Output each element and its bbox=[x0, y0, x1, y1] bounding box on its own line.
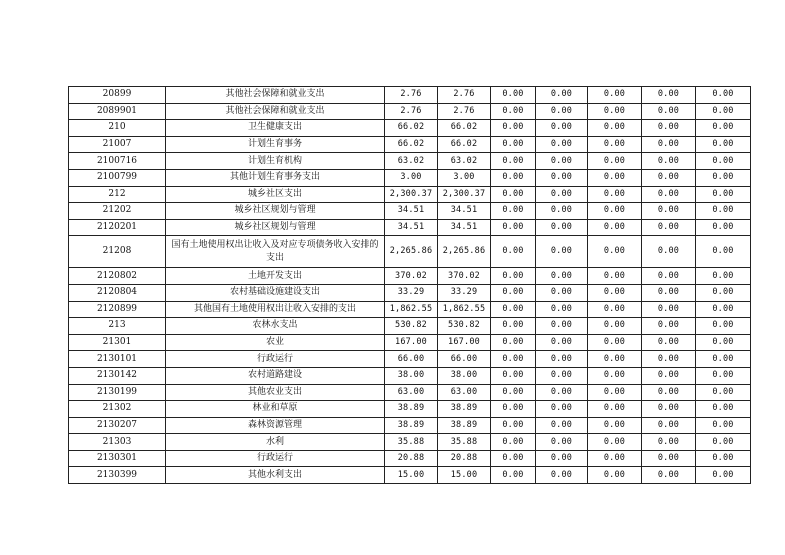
amount-cell: 0.00 bbox=[588, 401, 642, 418]
table-row bbox=[69, 351, 751, 368]
subject-name-cell: 计划生育事务 bbox=[166, 136, 385, 153]
amount-cell: 0.00 bbox=[696, 417, 751, 434]
amount-cell: 0.00 bbox=[588, 120, 642, 137]
amount-cell: 63.02 bbox=[385, 153, 438, 170]
amount-cell: 38.00 bbox=[438, 367, 491, 384]
amount-cell: 0.00 bbox=[588, 301, 642, 318]
subject-code-cell: 213 bbox=[69, 318, 166, 335]
table-row bbox=[69, 450, 751, 467]
amount-cell: 0.00 bbox=[536, 169, 588, 186]
amount-cell: 0.00 bbox=[696, 120, 751, 137]
amount-cell: 0.00 bbox=[642, 103, 696, 120]
amount-cell: 2,265.86 bbox=[438, 236, 491, 268]
subject-name-cell: 其他农业支出 bbox=[166, 384, 385, 401]
amount-cell: 0.00 bbox=[588, 334, 642, 351]
amount-cell: 0.00 bbox=[536, 236, 588, 268]
table-row bbox=[69, 318, 751, 335]
amount-cell: 66.02 bbox=[438, 136, 491, 153]
subject-code-cell: 21202 bbox=[69, 203, 166, 220]
subject-name-cell: 计划生育机构 bbox=[166, 153, 385, 170]
amount-cell: 0.00 bbox=[642, 334, 696, 351]
budget-table bbox=[68, 86, 751, 484]
subject-code-cell: 210 bbox=[69, 120, 166, 137]
subject-code-cell: 2130301 bbox=[69, 450, 166, 467]
amount-cell: 0.00 bbox=[696, 401, 751, 418]
amount-cell: 33.29 bbox=[385, 284, 438, 301]
amount-cell: 0.00 bbox=[491, 367, 536, 384]
subject-name-cell: 行政运行 bbox=[166, 450, 385, 467]
amount-cell: 0.00 bbox=[536, 417, 588, 434]
amount-cell: 0.00 bbox=[642, 169, 696, 186]
amount-cell: 0.00 bbox=[696, 467, 751, 484]
amount-cell: 530.82 bbox=[385, 318, 438, 335]
amount-cell: 15.00 bbox=[438, 467, 491, 484]
amount-cell: 0.00 bbox=[642, 351, 696, 368]
table-row bbox=[69, 401, 751, 418]
amount-cell: 0.00 bbox=[491, 434, 536, 451]
amount-cell: 0.00 bbox=[491, 203, 536, 220]
amount-cell: 0.00 bbox=[696, 318, 751, 335]
subject-code-cell: 2120201 bbox=[69, 219, 166, 236]
table-row bbox=[69, 284, 751, 301]
amount-cell: 0.00 bbox=[491, 318, 536, 335]
table-row bbox=[69, 236, 751, 268]
subject-name-cell: 其他水利支出 bbox=[166, 467, 385, 484]
amount-cell: 0.00 bbox=[491, 401, 536, 418]
table-row bbox=[69, 153, 751, 170]
amount-cell: 0.00 bbox=[491, 301, 536, 318]
amount-cell: 38.89 bbox=[385, 417, 438, 434]
amount-cell: 0.00 bbox=[536, 401, 588, 418]
amount-cell: 0.00 bbox=[696, 153, 751, 170]
table-row bbox=[69, 268, 751, 285]
amount-cell: 0.00 bbox=[491, 351, 536, 368]
amount-cell: 0.00 bbox=[696, 284, 751, 301]
amount-cell: 0.00 bbox=[491, 103, 536, 120]
subject-name-cell: 农村道路建设 bbox=[166, 367, 385, 384]
subject-code-cell: 212 bbox=[69, 186, 166, 203]
amount-cell: 33.29 bbox=[438, 284, 491, 301]
amount-cell: 0.00 bbox=[642, 219, 696, 236]
subject-code-cell: 2120804 bbox=[69, 284, 166, 301]
amount-cell: 20.88 bbox=[438, 450, 491, 467]
amount-cell: 0.00 bbox=[536, 203, 588, 220]
subject-code-cell: 20899 bbox=[69, 87, 166, 104]
amount-cell: 63.02 bbox=[438, 153, 491, 170]
amount-cell: 0.00 bbox=[491, 268, 536, 285]
amount-cell: 0.00 bbox=[536, 301, 588, 318]
amount-cell: 0.00 bbox=[491, 120, 536, 137]
amount-cell: 370.02 bbox=[385, 268, 438, 285]
amount-cell: 38.89 bbox=[438, 417, 491, 434]
amount-cell: 0.00 bbox=[536, 103, 588, 120]
amount-cell: 0.00 bbox=[696, 103, 751, 120]
amount-cell: 0.00 bbox=[536, 367, 588, 384]
amount-cell: 0.00 bbox=[536, 434, 588, 451]
subject-code-cell: 2100799 bbox=[69, 169, 166, 186]
amount-cell: 0.00 bbox=[642, 268, 696, 285]
amount-cell: 0.00 bbox=[491, 417, 536, 434]
amount-cell: 1,862.55 bbox=[385, 301, 438, 318]
amount-cell: 0.00 bbox=[642, 301, 696, 318]
amount-cell: 2.76 bbox=[438, 103, 491, 120]
amount-cell: 0.00 bbox=[536, 136, 588, 153]
amount-cell: 15.00 bbox=[385, 467, 438, 484]
amount-cell: 0.00 bbox=[588, 169, 642, 186]
amount-cell: 0.00 bbox=[696, 219, 751, 236]
amount-cell: 2.76 bbox=[438, 87, 491, 104]
amount-cell: 0.00 bbox=[536, 186, 588, 203]
amount-cell: 66.02 bbox=[385, 120, 438, 137]
subject-code-cell: 2120802 bbox=[69, 268, 166, 285]
subject-name-cell: 森林资源管理 bbox=[166, 417, 385, 434]
amount-cell: 0.00 bbox=[696, 236, 751, 268]
amount-cell: 370.02 bbox=[438, 268, 491, 285]
table-row bbox=[69, 120, 751, 137]
table-row bbox=[69, 219, 751, 236]
amount-cell: 0.00 bbox=[491, 136, 536, 153]
amount-cell: 0.00 bbox=[536, 219, 588, 236]
table-row bbox=[69, 367, 751, 384]
amount-cell: 167.00 bbox=[385, 334, 438, 351]
table-row bbox=[69, 103, 751, 120]
amount-cell: 0.00 bbox=[696, 351, 751, 368]
amount-cell: 34.51 bbox=[438, 203, 491, 220]
table-row bbox=[69, 467, 751, 484]
table-row bbox=[69, 203, 751, 220]
amount-cell: 0.00 bbox=[588, 417, 642, 434]
amount-cell: 167.00 bbox=[438, 334, 491, 351]
amount-cell: 0.00 bbox=[642, 284, 696, 301]
amount-cell: 2,265.86 bbox=[385, 236, 438, 268]
amount-cell: 0.00 bbox=[491, 236, 536, 268]
amount-cell: 0.00 bbox=[536, 87, 588, 104]
amount-cell: 0.00 bbox=[491, 186, 536, 203]
amount-cell: 0.00 bbox=[642, 87, 696, 104]
subject-name-cell: 土地开发支出 bbox=[166, 268, 385, 285]
amount-cell: 2,300.37 bbox=[438, 186, 491, 203]
table-row bbox=[69, 434, 751, 451]
amount-cell: 0.00 bbox=[536, 467, 588, 484]
amount-cell: 0.00 bbox=[588, 236, 642, 268]
amount-cell: 0.00 bbox=[588, 219, 642, 236]
table-row bbox=[69, 87, 751, 104]
amount-cell: 0.00 bbox=[588, 450, 642, 467]
amount-cell: 0.00 bbox=[536, 351, 588, 368]
subject-code-cell: 2089901 bbox=[69, 103, 166, 120]
amount-cell: 34.51 bbox=[385, 203, 438, 220]
amount-cell: 0.00 bbox=[642, 450, 696, 467]
subject-name-cell: 其他国有土地使用权出让收入安排的支出 bbox=[166, 301, 385, 318]
amount-cell: 66.02 bbox=[385, 136, 438, 153]
amount-cell: 0.00 bbox=[588, 203, 642, 220]
subject-name-cell: 城乡社区规划与管理 bbox=[166, 203, 385, 220]
amount-cell: 0.00 bbox=[491, 284, 536, 301]
table-row bbox=[69, 136, 751, 153]
subject-code-cell: 2130199 bbox=[69, 384, 166, 401]
subject-name-cell: 城乡社区支出 bbox=[166, 186, 385, 203]
amount-cell: 0.00 bbox=[588, 87, 642, 104]
subject-code-cell: 21208 bbox=[69, 236, 166, 268]
amount-cell: 0.00 bbox=[588, 367, 642, 384]
amount-cell: 34.51 bbox=[438, 219, 491, 236]
amount-cell: 0.00 bbox=[642, 120, 696, 137]
subject-code-cell: 2130207 bbox=[69, 417, 166, 434]
subject-name-cell: 国有土地使用权出让收入及对应专项债务收入安排的支出 bbox=[166, 236, 385, 268]
amount-cell: 66.00 bbox=[438, 351, 491, 368]
amount-cell: 0.00 bbox=[588, 103, 642, 120]
amount-cell: 0.00 bbox=[588, 351, 642, 368]
subject-code-cell: 2130101 bbox=[69, 351, 166, 368]
amount-cell: 66.02 bbox=[438, 120, 491, 137]
amount-cell: 0.00 bbox=[588, 136, 642, 153]
amount-cell: 0.00 bbox=[696, 334, 751, 351]
amount-cell: 0.00 bbox=[588, 268, 642, 285]
amount-cell: 0.00 bbox=[696, 186, 751, 203]
amount-cell: 0.00 bbox=[536, 450, 588, 467]
table-row bbox=[69, 169, 751, 186]
amount-cell: 0.00 bbox=[696, 169, 751, 186]
subject-name-cell: 农林水支出 bbox=[166, 318, 385, 335]
amount-cell: 0.00 bbox=[696, 87, 751, 104]
subject-name-cell: 卫生健康支出 bbox=[166, 120, 385, 137]
amount-cell: 0.00 bbox=[642, 401, 696, 418]
amount-cell: 0.00 bbox=[491, 169, 536, 186]
amount-cell: 0.00 bbox=[696, 367, 751, 384]
amount-cell: 0.00 bbox=[642, 136, 696, 153]
amount-cell: 0.00 bbox=[491, 384, 536, 401]
subject-code-cell: 2100716 bbox=[69, 153, 166, 170]
amount-cell: 3.00 bbox=[385, 169, 438, 186]
amount-cell: 0.00 bbox=[642, 434, 696, 451]
amount-cell: 0.00 bbox=[588, 318, 642, 335]
amount-cell: 0.00 bbox=[642, 467, 696, 484]
subject-name-cell: 农业 bbox=[166, 334, 385, 351]
amount-cell: 0.00 bbox=[536, 284, 588, 301]
subject-code-cell: 2130142 bbox=[69, 367, 166, 384]
subject-code-cell: 21301 bbox=[69, 334, 166, 351]
amount-cell: 35.88 bbox=[385, 434, 438, 451]
amount-cell: 2,300.37 bbox=[385, 186, 438, 203]
amount-cell: 0.00 bbox=[536, 120, 588, 137]
amount-cell: 38.00 bbox=[385, 367, 438, 384]
amount-cell: 35.88 bbox=[438, 434, 491, 451]
subject-name-cell: 其他社会保障和就业支出 bbox=[166, 103, 385, 120]
amount-cell: 530.82 bbox=[438, 318, 491, 335]
amount-cell: 0.00 bbox=[588, 153, 642, 170]
amount-cell: 0.00 bbox=[491, 153, 536, 170]
amount-cell: 0.00 bbox=[642, 203, 696, 220]
subject-name-cell: 城乡社区规划与管理 bbox=[166, 219, 385, 236]
amount-cell: 34.51 bbox=[385, 219, 438, 236]
table-row bbox=[69, 186, 751, 203]
subject-name-cell: 行政运行 bbox=[166, 351, 385, 368]
amount-cell: 0.00 bbox=[696, 136, 751, 153]
amount-cell: 0.00 bbox=[536, 153, 588, 170]
table-row bbox=[69, 417, 751, 434]
amount-cell: 0.00 bbox=[491, 467, 536, 484]
table-row bbox=[69, 301, 751, 318]
amount-cell: 0.00 bbox=[642, 186, 696, 203]
amount-cell: 63.00 bbox=[385, 384, 438, 401]
subject-name-cell: 林业和草原 bbox=[166, 401, 385, 418]
subject-name-cell: 农村基础设施建设支出 bbox=[166, 284, 385, 301]
amount-cell: 3.00 bbox=[438, 169, 491, 186]
amount-cell: 0.00 bbox=[696, 450, 751, 467]
amount-cell: 0.00 bbox=[536, 318, 588, 335]
amount-cell: 0.00 bbox=[642, 236, 696, 268]
amount-cell: 0.00 bbox=[491, 219, 536, 236]
amount-cell: 0.00 bbox=[696, 384, 751, 401]
table-row bbox=[69, 334, 751, 351]
amount-cell: 0.00 bbox=[588, 434, 642, 451]
amount-cell: 0.00 bbox=[536, 268, 588, 285]
amount-cell: 2.76 bbox=[385, 103, 438, 120]
subject-name-cell: 其他社会保障和就业支出 bbox=[166, 87, 385, 104]
amount-cell: 0.00 bbox=[642, 384, 696, 401]
subject-code-cell: 2130399 bbox=[69, 467, 166, 484]
amount-cell: 0.00 bbox=[536, 384, 588, 401]
subject-name-cell: 水利 bbox=[166, 434, 385, 451]
subject-code-cell: 21007 bbox=[69, 136, 166, 153]
amount-cell: 0.00 bbox=[491, 87, 536, 104]
amount-cell: 0.00 bbox=[642, 318, 696, 335]
amount-cell: 1,862.55 bbox=[438, 301, 491, 318]
amount-cell: 0.00 bbox=[696, 268, 751, 285]
subject-code-cell: 21303 bbox=[69, 434, 166, 451]
amount-cell: 0.00 bbox=[696, 301, 751, 318]
amount-cell: 0.00 bbox=[491, 450, 536, 467]
amount-cell: 2.76 bbox=[385, 87, 438, 104]
subject-name-cell: 其他计划生育事务支出 bbox=[166, 169, 385, 186]
amount-cell: 66.00 bbox=[385, 351, 438, 368]
amount-cell: 0.00 bbox=[642, 153, 696, 170]
amount-cell: 0.00 bbox=[588, 384, 642, 401]
amount-cell: 0.00 bbox=[588, 186, 642, 203]
amount-cell: 0.00 bbox=[588, 284, 642, 301]
subject-code-cell: 21302 bbox=[69, 401, 166, 418]
amount-cell: 0.00 bbox=[696, 203, 751, 220]
amount-cell: 0.00 bbox=[588, 467, 642, 484]
amount-cell: 20.88 bbox=[385, 450, 438, 467]
amount-cell: 0.00 bbox=[696, 434, 751, 451]
amount-cell: 38.89 bbox=[385, 401, 438, 418]
amount-cell: 0.00 bbox=[642, 367, 696, 384]
amount-cell: 38.89 bbox=[438, 401, 491, 418]
table-row bbox=[69, 384, 751, 401]
subject-code-cell: 2120899 bbox=[69, 301, 166, 318]
amount-cell: 0.00 bbox=[642, 417, 696, 434]
amount-cell: 0.00 bbox=[536, 334, 588, 351]
amount-cell: 0.00 bbox=[491, 334, 536, 351]
table-body bbox=[69, 87, 751, 484]
amount-cell: 63.00 bbox=[438, 384, 491, 401]
